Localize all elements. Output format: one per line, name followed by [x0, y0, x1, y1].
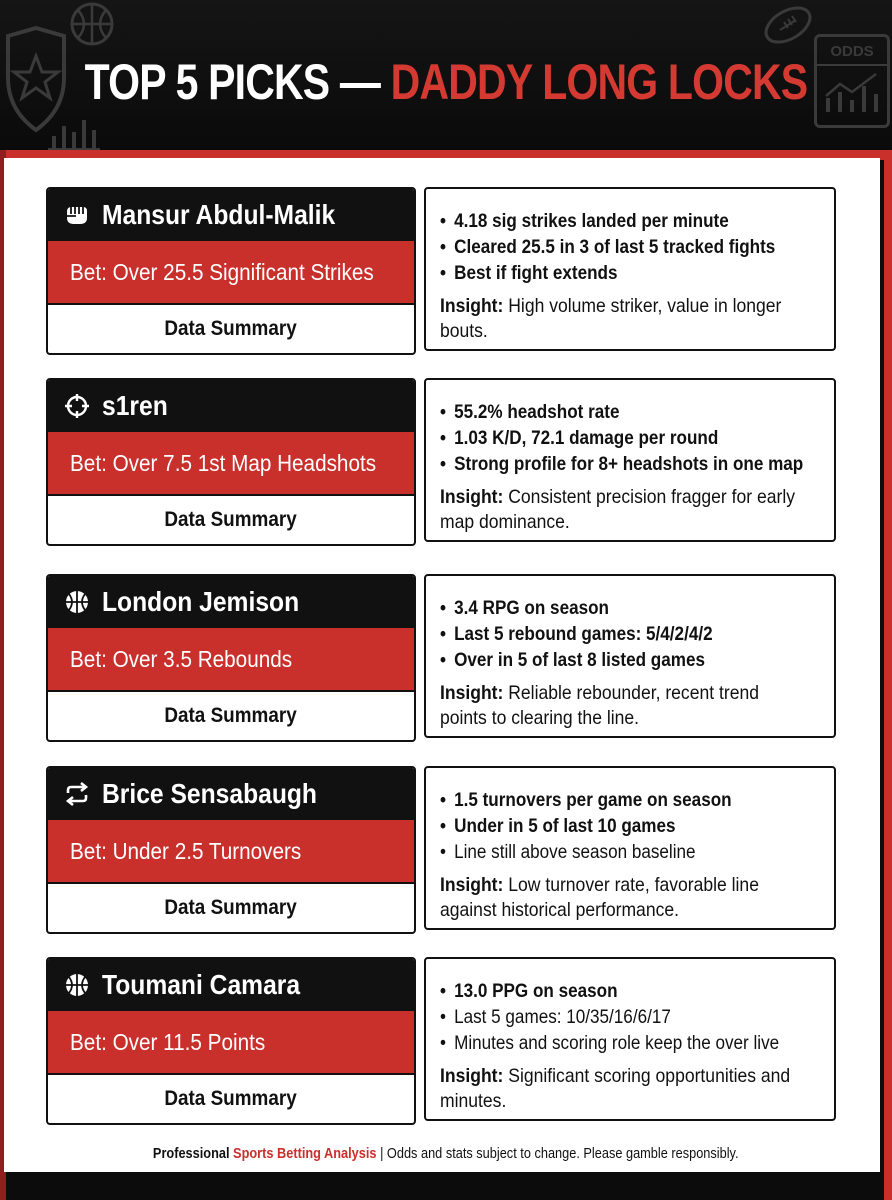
insight-text: Insight: Consistent precision fragger for early map dominance.: [440, 486, 796, 533]
stat-list: [440, 400, 824, 478]
repeat-arrows-icon: [64, 781, 90, 807]
stat-bullet: • Line still above season baseline: [440, 840, 786, 866]
pick-row-1: [46, 187, 842, 353]
data-summary-label: Data Summary: [164, 896, 298, 919]
pick-info-box: [424, 378, 836, 542]
bet-text: Bet: Over 11.5 Points: [70, 1028, 266, 1055]
header-banner: [0, 0, 892, 156]
insight-text: Insight: Significant scoring opportunities and minutes.: [440, 1065, 791, 1112]
bet-text: Bet: Under 2.5 Turnovers: [70, 837, 302, 864]
footer-part1: Professional: [153, 1146, 230, 1162]
bet-line: [48, 241, 414, 305]
pick-header: [48, 576, 414, 628]
pick-header: [48, 380, 414, 432]
pick-info-box: [424, 766, 836, 930]
stat-bullet: • Under in 5 of last 10 games: [440, 814, 786, 840]
stat-list: [440, 979, 824, 1057]
pick-header: [48, 959, 414, 1011]
stat-bullet: • 4.18 sig strikes landed per minute: [440, 209, 786, 235]
stat-bullet: • Best if fight extends: [440, 261, 786, 287]
insight-label: Insight:: [440, 682, 504, 704]
bet-line: [48, 820, 414, 884]
pick-card: [46, 766, 416, 934]
pick-row-4: [46, 766, 842, 932]
footer-part3: | Odds and stats subject to change. Please gamble responsibly.: [380, 1146, 739, 1162]
stat-bullet: • Last 5 rebound games: 5/4/2/4/2: [440, 622, 786, 648]
stat-bullet: • 1.5 turnovers per game on season: [440, 788, 786, 814]
insight-label: Insight:: [440, 874, 504, 896]
pick-row-5: [46, 957, 842, 1123]
bar-chart-icon: [44, 112, 104, 152]
pick-card: [46, 187, 416, 355]
bet-line: [48, 628, 414, 692]
player-name: Brice Sensabaugh: [102, 778, 317, 809]
bet-text: Bet: Over 25.5 Significant Strikes: [70, 258, 374, 285]
title-white-part: TOP 5 PICKS —: [84, 54, 381, 110]
right-border: [884, 150, 892, 1200]
stat-bullet: • 1.03 K/D, 72.1 damage per round: [440, 426, 786, 452]
data-summary-label: Data Summary: [164, 1087, 298, 1110]
title-red-part: DADDY LONG LOCKS: [390, 54, 808, 110]
data-summary-label: Data Summary: [164, 704, 298, 727]
insight-text: Insight: Reliable rebounder, recent trend points to clearing the line.: [440, 682, 759, 729]
pick-info-box: [424, 957, 836, 1121]
pick-header: [48, 768, 414, 820]
bet-text: Bet: Over 3.5 Rebounds: [70, 645, 293, 672]
insight-label: Insight:: [440, 486, 504, 508]
player-name: London Jemison: [102, 586, 300, 617]
pick-header: [48, 189, 414, 241]
fist-icon: [64, 202, 90, 228]
basketball-icon: [64, 589, 90, 615]
stat-list: [440, 788, 824, 866]
basketball-icon: [64, 972, 90, 998]
stat-bullet: • Cleared 25.5 in 3 of last 5 tracked fights: [440, 235, 786, 261]
stat-bullet: • Strong profile for 8+ headshots in one map: [440, 452, 786, 478]
crosshair-icon: [64, 393, 90, 419]
odds-board-icon: [814, 34, 890, 128]
stat-list: [440, 596, 824, 674]
page-title: [80, 52, 811, 112]
bet-line: [48, 432, 414, 496]
insight-text: Insight: Low turnover rate, favorable line against historical performance.: [440, 874, 759, 921]
insight-label: Insight:: [440, 1065, 504, 1087]
pick-card: [46, 574, 416, 742]
bet-text: Bet: Over 7.5 1st Map Headshots: [70, 449, 377, 476]
stat-bullet: • Over in 5 of last 8 listed games: [440, 648, 786, 674]
player-name: Mansur Abdul-Malik: [102, 199, 336, 230]
player-name: s1ren: [102, 390, 168, 421]
line-chart-icon: [820, 68, 884, 118]
data-summary-label: Data Summary: [164, 508, 298, 531]
footer-part2: Sports Betting Analysis: [233, 1146, 377, 1162]
pick-card: [46, 957, 416, 1125]
stat-bullet: • 13.0 PPG on season: [440, 979, 786, 1005]
stat-bullet: • 55.2% headshot rate: [440, 400, 786, 426]
bet-line: [48, 1011, 414, 1075]
stat-bullet: • Minutes and scoring role keep the over live: [440, 1031, 786, 1057]
stat-bullet: • Last 5 games: 10/35/16/6/17: [440, 1005, 786, 1031]
stat-bullet: • 3.4 RPG on season: [440, 596, 786, 622]
player-name: Toumani Camara: [102, 969, 301, 1000]
insight-text: Insight: High volume striker, value in longer bouts.: [440, 295, 782, 342]
pick-row-3: [46, 574, 842, 740]
stat-list: [440, 209, 824, 287]
insight-label: Insight:: [440, 295, 504, 317]
pick-card: [46, 378, 416, 546]
football-icon: [760, 2, 816, 48]
footer-disclaimer: [0, 1146, 892, 1162]
odds-label: ODDS: [817, 43, 887, 66]
pick-info-box: [424, 574, 836, 738]
pick-row-2: [46, 378, 842, 544]
data-summary-label: Data Summary: [164, 317, 298, 340]
pick-info-box: [424, 187, 836, 351]
basketball-icon: [66, 2, 118, 46]
